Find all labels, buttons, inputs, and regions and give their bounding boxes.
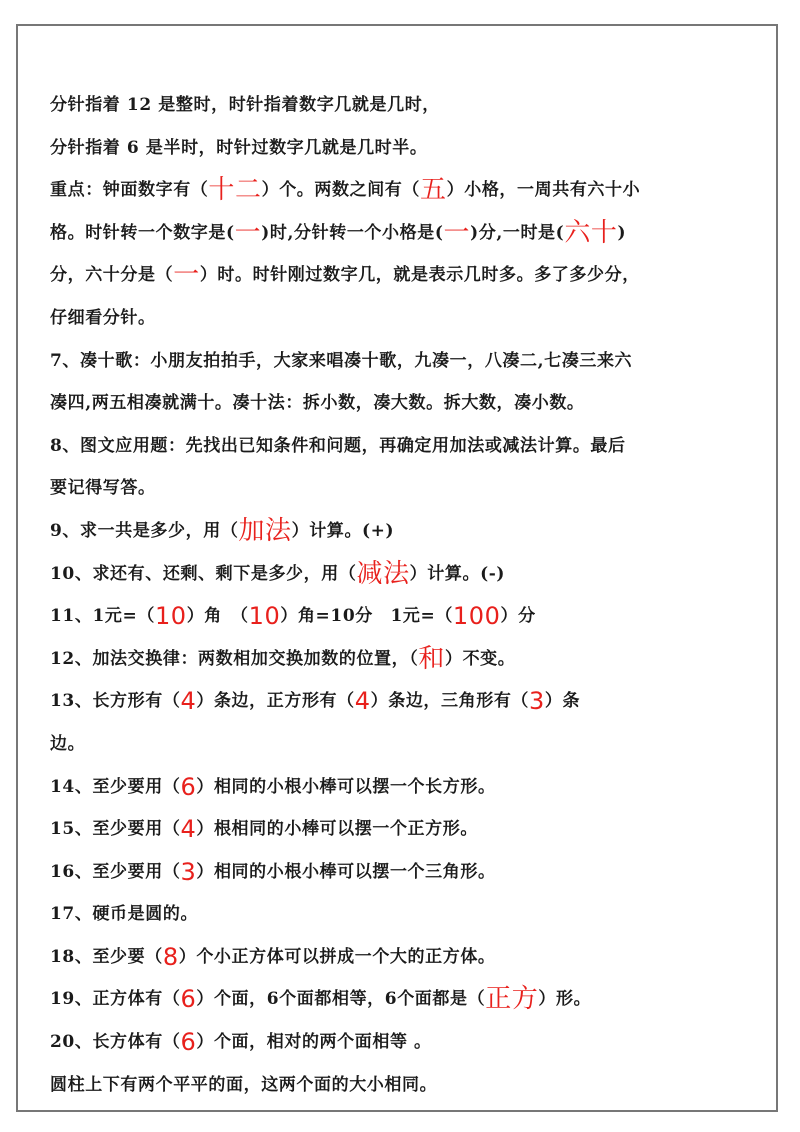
answer-text: 十二 [208, 175, 262, 206]
text-line [50, 382, 750, 425]
answer-text: 10 [248, 602, 281, 631]
answer-text: 6 [180, 1028, 197, 1057]
text-segment: ）相同的小根小棒可以摆一个长方形。 [196, 776, 496, 797]
text-segment: 13、长方形有（ [50, 691, 181, 712]
text-segment: ）小格，一周共有六十小 [446, 180, 641, 201]
text-line [50, 467, 750, 510]
text-line [50, 553, 750, 596]
text-segment: ）计算。(-) [409, 563, 506, 584]
text-segment: 7、凑十歌：小朋友拍拍手，大家来唱凑十歌，九凑一，八凑二,七凑三来六 [50, 350, 633, 371]
text-segment: 边。 [50, 733, 86, 754]
answer-text: 100 [452, 602, 501, 631]
text-line [50, 340, 750, 383]
text-segment: ）条边，三角形有（ [370, 691, 530, 712]
text-line [50, 510, 750, 553]
text-line [50, 638, 750, 681]
text-line [50, 893, 750, 936]
text-segment: ）角 （ [186, 606, 249, 627]
text-segment: ）根相同的小棒可以摆一个正方形。 [196, 819, 478, 840]
answer-text: 一 [173, 260, 200, 291]
text-line [50, 169, 750, 212]
answer-text: 和 [418, 643, 445, 674]
text-line [50, 84, 750, 127]
text-segment: 分针指着 6 是半时，时针过数字几就是几时半。 [50, 137, 428, 158]
answer-text: 8 [162, 942, 179, 971]
text-line [50, 595, 750, 638]
text-segment: 17、硬币是圆的。 [50, 904, 199, 925]
text-segment: 格。时针转一个数字是( [50, 222, 235, 243]
text-line [50, 936, 750, 979]
text-segment: )时,分针转一个小格是( [261, 222, 444, 243]
text-segment: ）角=10分 1元=（ [280, 606, 453, 627]
answer-text: 加法 [238, 515, 292, 546]
text-line [50, 808, 750, 851]
text-line [50, 1021, 750, 1064]
text-segment: 8、图文应用题：先找出已知条件和问题，再确定用加法或减法计算。最后 [50, 435, 626, 456]
text-segment: ）不变。 [444, 648, 516, 669]
text-segment: ）个小正方体可以拼成一个大的正方体。 [178, 946, 496, 967]
text-line [50, 297, 750, 340]
answer-text: 4 [354, 687, 371, 716]
text-segment: 10、求还有、还剩、剩下是多少，用（ [50, 563, 357, 584]
answer-text: 一 [443, 217, 471, 248]
text-segment: ）条 [544, 691, 581, 712]
text-segment: 19、正方体有（ [50, 989, 181, 1010]
text-segment: 仔细看分针。 [50, 307, 156, 328]
answer-text: 3 [529, 687, 545, 716]
text-line [50, 851, 750, 894]
text-line [50, 254, 750, 297]
text-segment: 凑四,两五相凑就满十。凑十法：拆小数，凑大数。拆大数，凑小数。 [50, 393, 585, 414]
text-line [50, 212, 750, 255]
text-segment: 重点：钟面数字有（ [50, 180, 209, 201]
text-segment: 要记得写答。 [50, 478, 156, 499]
document-body [50, 84, 750, 1106]
text-segment: 分针指着 12 是整时，时针指着数字几就是几时， [50, 95, 440, 115]
text-segment: ）个。两数之间有（ [261, 180, 421, 201]
text-segment: 12、加法交换律：两数相加交换加数的位置，（ [50, 648, 419, 669]
text-line [50, 723, 750, 766]
answer-text: 六十 [564, 217, 618, 248]
text-line [50, 127, 750, 170]
text-segment: )分,一时是( [470, 222, 565, 243]
text-segment: 18、至少要（ [50, 946, 163, 967]
answer-text: 6 [180, 985, 197, 1014]
text-segment: ）时。时针刚过数字几，就是表示几时多。多了多少分， [199, 265, 640, 286]
text-segment: 圆柱上下有两个平平的面，这两个面的大小相同。 [50, 1074, 438, 1095]
text-segment: ) [617, 222, 627, 243]
text-segment: 9、求一共是多少，用（ [50, 520, 239, 541]
text-segment: 16、至少要用（ [50, 861, 181, 882]
text-segment: ）个面，6个面都相等，6个面都是（ [196, 989, 486, 1010]
answer-text: 10 [154, 602, 187, 631]
text-segment: ）分 [500, 606, 536, 627]
text-line [50, 1064, 750, 1107]
answer-text: 减法 [356, 558, 410, 589]
answer-text: 4 [180, 815, 197, 844]
text-segment: 14、至少要用（ [50, 776, 181, 797]
text-segment: ）条边，正方形有（ [196, 691, 355, 712]
text-line [50, 978, 750, 1021]
text-line [50, 680, 750, 723]
text-line [50, 766, 750, 809]
text-segment: 20、长方体有（ [50, 1032, 181, 1053]
text-segment: ）形。 [538, 989, 592, 1010]
text-segment: ）相同的小根小棒可以摆一个三角形。 [196, 861, 496, 882]
text-line [50, 425, 750, 468]
answer-text: 一 [234, 217, 262, 248]
answer-text: 6 [180, 772, 197, 801]
text-segment: ）计算。(+) [291, 520, 395, 541]
text-segment: 分，六十分是（ [50, 265, 174, 286]
answer-text: 4 [180, 687, 197, 716]
answer-text: 五 [420, 175, 447, 206]
answer-text: 正方 [485, 984, 539, 1015]
answer-text: 3 [180, 857, 197, 886]
text-segment: 11、1元=（ [50, 606, 155, 627]
text-segment: 15、至少要用（ [50, 819, 181, 840]
text-segment: ）个面，相对的两个面相等 。 [196, 1032, 432, 1053]
